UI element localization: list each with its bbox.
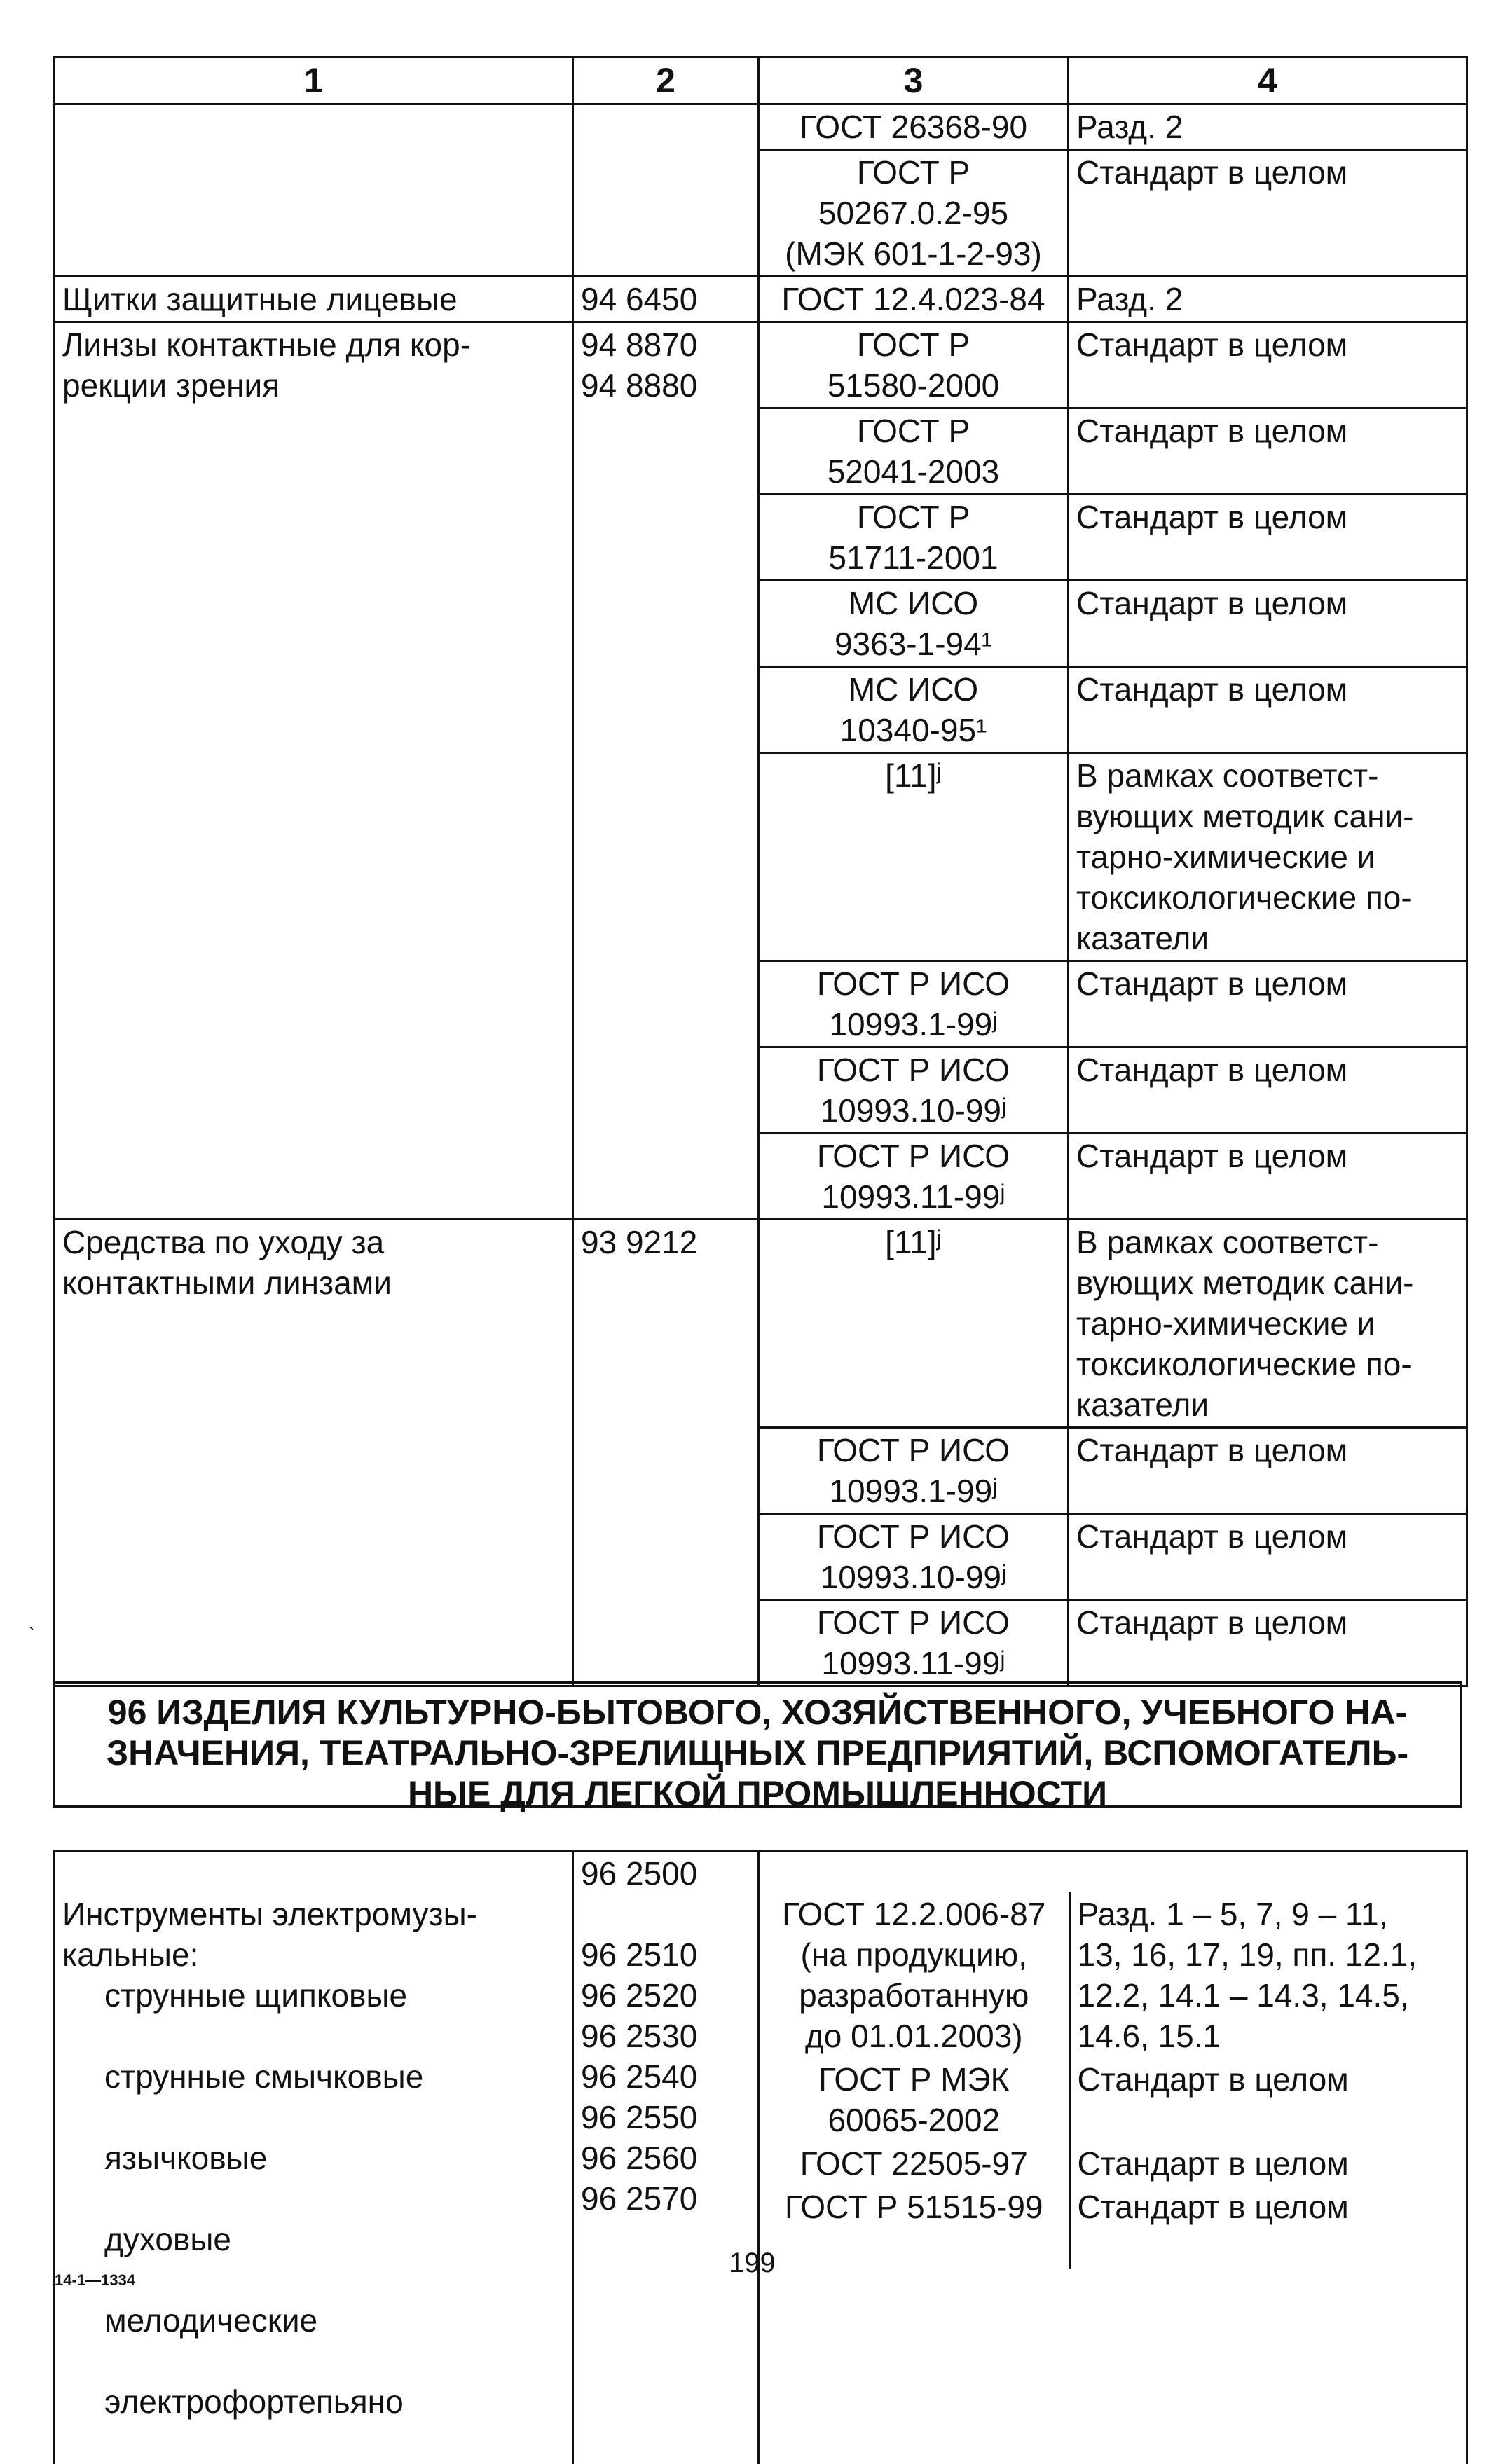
standards-subtable: [760, 1892, 1468, 2269]
standard-cell: ГОСТ Р ИСО 10993.1-99ʲ: [759, 1428, 1069, 1514]
product-subitem: язычковые: [62, 2138, 565, 2178]
product-cell: [55, 104, 573, 277]
standard-cell: ГОСТ Р 51515-99: [760, 2185, 1069, 2269]
standard-cell: ГОСТ Р ИСО 10993.11-99ʲ: [759, 1600, 1069, 1686]
scope-cell: Стандарт в целом: [1069, 150, 1467, 277]
standard-cell: ГОСТ Р 51580-2000: [759, 322, 1069, 408]
scope-cell: Стандарт в целом: [1069, 1600, 1467, 1686]
standard-cell: МС ИСО 10340-95¹: [759, 667, 1069, 753]
standard-cell: [11]ʲ: [759, 753, 1069, 961]
code-cell: [573, 104, 759, 277]
product-subitem: струнные щипковые: [62, 1975, 565, 2016]
standard-cell: ГОСТ Р ИСО 10993.11-99ʲ: [759, 1134, 1069, 1220]
standard-cell: ГОСТ Р 52041-2003: [759, 408, 1069, 495]
table-row: [55, 104, 1467, 150]
code-cell: 93 9212: [573, 1220, 759, 1686]
standard-cell: МС ИСО 9363-1-94¹: [759, 581, 1069, 667]
code-cell: 96 2500 96 2510 96 2520 96 2530 96 2540 96 2550 96 2560 96 2570: [573, 1851, 759, 2464]
standard-cell: ГОСТ Р ИСО 10993.10-99ʲ: [759, 1047, 1069, 1134]
header-cell: 2: [573, 57, 759, 104]
standard-cell: ГОСТ 12.2.006-87 (на продукцию, разработанную до 01.01.2003): [760, 1892, 1069, 2058]
instruments-table: [53, 1850, 1468, 2464]
product-subitem: мелодические: [62, 2300, 565, 2341]
standard-cell: ГОСТ 22505-97: [760, 2142, 1069, 2185]
standard-row: [760, 2185, 1468, 2269]
product-subitem: электрофортепьяно: [62, 2381, 565, 2422]
scope-cell: Стандарт в целом: [1069, 1134, 1467, 1220]
scope-cell: Стандарт в целом: [1069, 1514, 1467, 1600]
code-cell: 94 6450: [573, 277, 759, 322]
scope-cell: Стандарт в целом: [1069, 581, 1467, 667]
scope-cell: Разд. 2: [1069, 277, 1467, 322]
standard-cell: ГОСТ Р 51711-2001: [759, 495, 1069, 581]
scope-cell: Разд. 1 – 5, 7, 9 – 11, 13, 16, 17, 19, пп. 12.1, 12.2, 14.1 – 14.3, 14.5, 14.6, 15.1: [1069, 1892, 1468, 2058]
scope-cell: Стандарт в целом: [1069, 1047, 1467, 1134]
table-row: [55, 1220, 1467, 1428]
product-cell: Линзы контактные для кор- рекции зрения: [55, 322, 573, 1220]
scope-cell: Стандарт в целом: [1069, 961, 1467, 1047]
standard-row: [760, 1892, 1468, 2058]
scope-cell: Разд. 2: [1069, 104, 1467, 150]
scope-cell: В рамках соответст- вующих методик сани- тарно-химические и токсикологические по- казатели: [1069, 1220, 1467, 1428]
table-header-row: [55, 57, 1467, 104]
standards-table: [53, 56, 1468, 1687]
product-cell: Средства по уходу за контактными линзами: [55, 1220, 573, 1686]
standard-cell: [11]ʲ: [759, 1220, 1069, 1428]
product-subitem: духовые: [62, 2219, 565, 2259]
scope-cell: Стандарт в целом: [1069, 2142, 1468, 2185]
stray-mark: `: [28, 1624, 35, 1648]
scope-cell: Стандарт в целом: [1069, 2058, 1468, 2142]
table-row: [55, 1851, 1467, 2464]
standards-cell: [759, 1851, 1467, 2464]
product-title: Инструменты электромузы- кальные:: [62, 1896, 477, 1973]
code-cell: 94 8870 94 8880: [573, 322, 759, 1220]
standard-cell: ГОСТ 12.4.023-84: [759, 277, 1069, 322]
table-row: [55, 322, 1467, 408]
section-heading: 96 ИЗДЕЛИЯ КУЛЬТУРНО-БЫТОВОГО, ХОЗЯЙСТВЕННОГО, УЧЕБНОГО НА- ЗНАЧЕНИЯ, ТЕАТРАЛЬНО-ЗРЕЛИЩНЫХ ПРЕДПРИЯТИЙ, ВСПОМОГАТЕЛЬ- НЫЕ ДЛЯ ЛЕГКОЙ ПРОМЫШЛЕННОСТИ: [53, 1681, 1462, 1808]
header-cell: 1: [55, 57, 573, 104]
standard-cell: ГОСТ Р 50267.0.2-95 (МЭК 601-1-2-93): [759, 150, 1069, 277]
scope-cell: Стандарт в целом: [1069, 495, 1467, 581]
standard-cell: ГОСТ Р ИСО 10993.1-99ʲ: [759, 961, 1069, 1047]
standard-cell: ГОСТ Р МЭК 60065-2002: [760, 2058, 1069, 2142]
scope-cell: Стандарт в целом: [1069, 322, 1467, 408]
print-code: 14-1—1334: [55, 2271, 135, 2290]
scope-cell: Стандарт в целом: [1069, 408, 1467, 495]
scope-cell: Стандарт в целом: [1069, 667, 1467, 753]
standard-cell: ГОСТ 26368-90: [759, 104, 1069, 150]
standard-row: [760, 2058, 1468, 2142]
table-row: [55, 277, 1467, 322]
header-cell: 4: [1069, 57, 1467, 104]
product-subitem: струнные смычковые: [62, 2056, 565, 2097]
product-cell: [55, 1851, 573, 2464]
product-cell: Щитки защитные лицевые: [55, 277, 573, 322]
standard-cell: ГОСТ Р ИСО 10993.10-99ʲ: [759, 1514, 1069, 1600]
header-cell: 3: [759, 57, 1069, 104]
scope-cell: Стандарт в целом: [1069, 2185, 1468, 2269]
standard-row: [760, 2142, 1468, 2185]
scope-cell: В рамках соответст- вующих методик сани- тарно-химические и токсикологические по- казатели: [1069, 753, 1467, 961]
scope-cell: Стандарт в целом: [1069, 1428, 1467, 1514]
page-number: 199: [729, 2248, 776, 2279]
